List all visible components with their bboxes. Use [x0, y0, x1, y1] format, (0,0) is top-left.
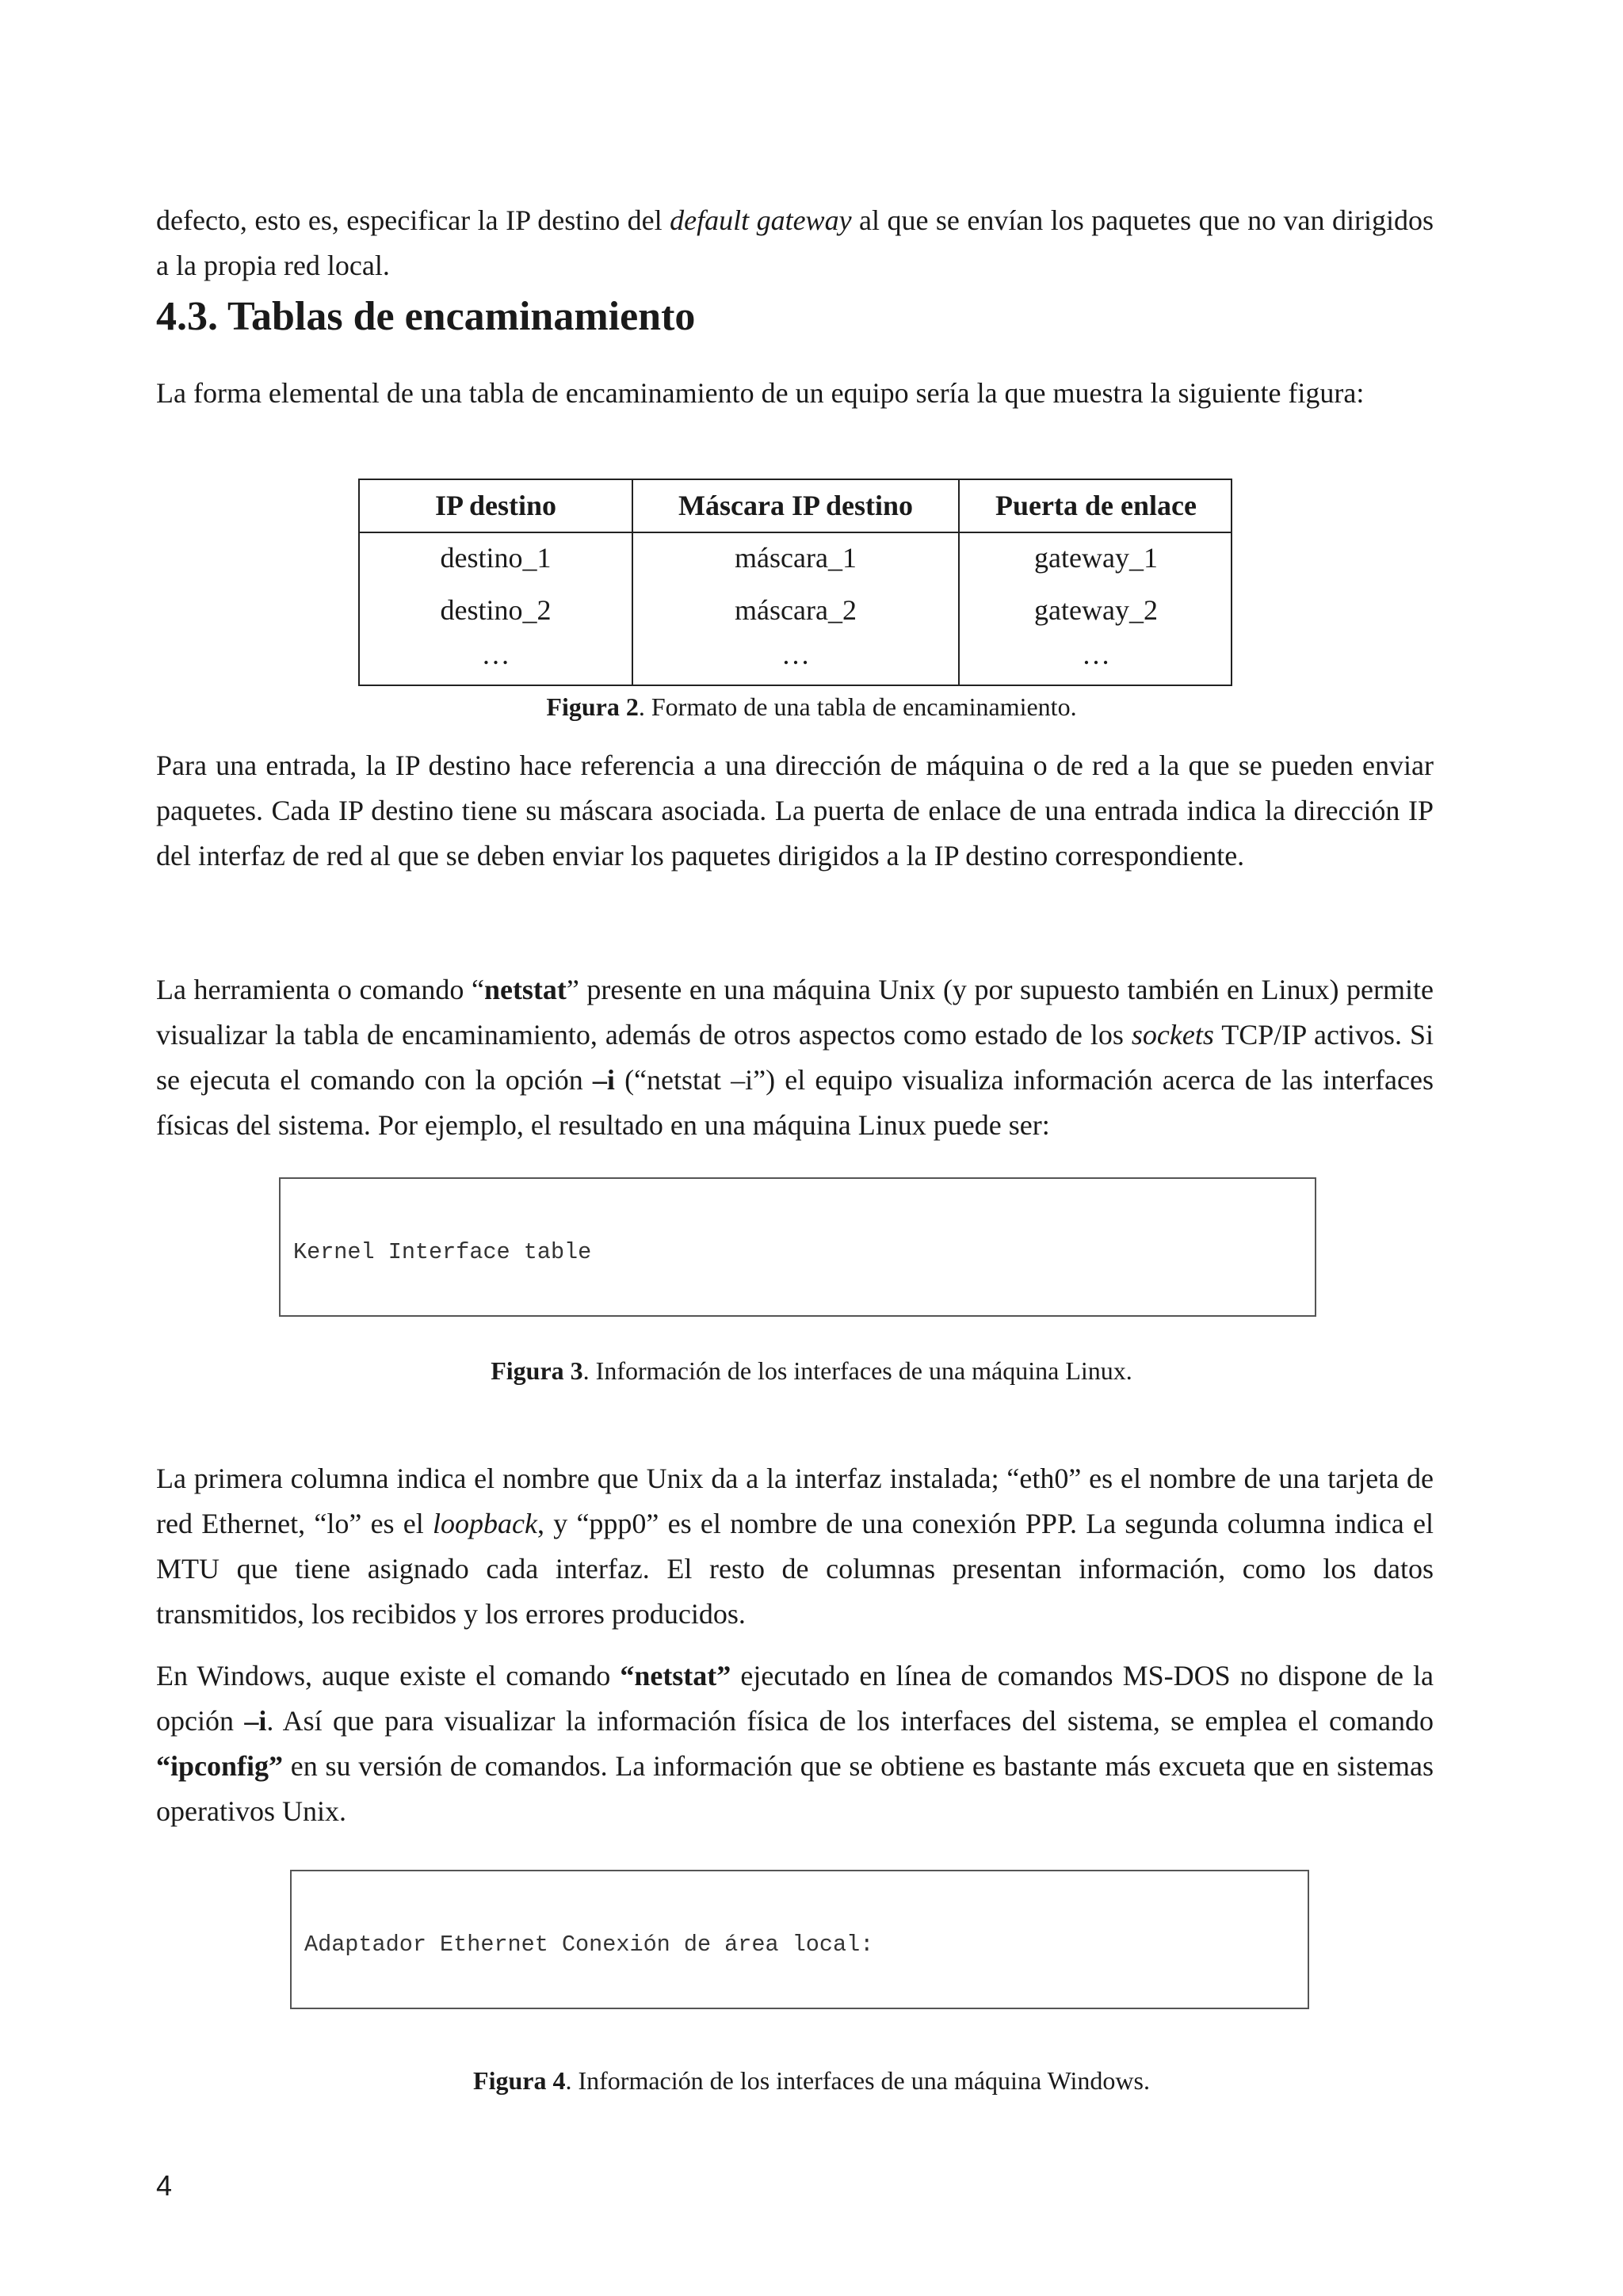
table-header-mascara: Máscara IP destino	[678, 490, 913, 521]
table-cell: máscara_2	[735, 594, 857, 626]
windows-text-1: En Windows, auque existe el comando	[156, 1660, 621, 1691]
table-cell: máscara_1	[735, 542, 857, 574]
figure-4-caption	[0, 2065, 1623, 2096]
intro-text-2: al que se envían los paquetes que no van dirigidos a la propia red local.	[156, 204, 1434, 281]
table-cell: destino_1	[440, 542, 552, 574]
netstat-text-4: (“netstat –i”) el equipo visualiza información acerca de las interfaces físicas del sistema. Por ejemplo, el resultado en una máquina Linux puede ser:	[156, 1064, 1434, 1141]
paragraph-windows	[156, 1653, 1434, 1834]
intro-text-1: defecto, esto es, especificar la IP destino del	[156, 204, 670, 236]
windows-text-2: ejecutado en línea de comandos MS-DOS no dispone de la opción	[156, 1660, 1434, 1737]
table-header-ip-destino: IP destino	[434, 490, 557, 521]
table-header-puerta-enlace: Puerta de enlace	[995, 490, 1197, 521]
figure-2-caption	[0, 691, 1623, 723]
table-header-divider	[360, 532, 1231, 533]
figure-3-label: Figura 3	[491, 1356, 583, 1385]
code-line: Kernel Interface table	[293, 1239, 592, 1265]
table-cell: …	[1082, 639, 1110, 670]
netstat-text-1: La herramienta o comando “	[156, 974, 484, 1005]
table-cell: …	[781, 639, 810, 670]
figure-2-text: . Formato de una tabla de encaminamiento.	[638, 692, 1077, 721]
routing-table	[358, 479, 1232, 686]
netstat-italic-sockets: sockets	[1131, 1019, 1214, 1051]
netstat-bold-option: –i	[592, 1064, 615, 1096]
columna-text-1: La primera columna indica el nombre que Unix da a la interfaz instalada; “eth0” es el nombre de una tarjeta de red Ethernet, “lo” es el	[156, 1463, 1434, 1539]
figure-3-text: . Información de los interfaces de una máquina Linux.	[582, 1356, 1132, 1385]
netstat-text-3: TCP/IP activos. Si se ejecuta el comando con la opción	[156, 1019, 1434, 1096]
windows-bold-option: –i	[244, 1705, 267, 1737]
paragraph-netstat	[156, 967, 1434, 1148]
section-heading: 4.3. Tablas de encaminamiento	[156, 294, 696, 339]
paragraph-entrada: Para una entrada, la IP destino hace referencia a una dirección de máquina o de red a la que se pueden enviar paquetes. Cada IP destino tiene su máscara asociada. La puerta de enlace de una entrada indica la dirección IP del interfaz de red al que se deben enviar los paquetes dirigidos a la IP destino correspondiente.	[156, 749, 1434, 871]
code-line: Adaptador Ethernet Conexión de área local:	[304, 1932, 874, 1958]
figure-3-caption	[0, 1355, 1623, 1386]
windows-text-3: . Así que para visualizar la información física de los interfaces del sistema, se emplea el comando	[266, 1705, 1434, 1737]
netstat-bold-command: netstat	[483, 974, 567, 1005]
linux-netstat-output	[279, 1177, 1316, 1317]
table-cell: …	[481, 639, 510, 670]
figure-2-label: Figura 2	[546, 692, 639, 721]
figure-4-text: . Información de los interfaces de una máquina Windows.	[565, 2066, 1150, 2095]
table-cell: destino_2	[440, 594, 552, 626]
netstat-text-2: ” presente en una máquina Unix (y por supuesto también en Linux) permite visualizar la tabla de encaminamiento, además de otros aspectos como estado de los	[156, 974, 1434, 1051]
paragraph-forma: La forma elemental de una tabla de encaminamiento de un equipo sería la que muestra la siguiente figura:	[156, 377, 1365, 409]
page-number: 4	[156, 2169, 173, 2202]
windows-bold-netstat: “netstat”	[620, 1660, 731, 1691]
figure-4-label: Figura 4	[473, 2066, 566, 2095]
paragraph-columna	[156, 1456, 1434, 1637]
intro-italic-default-gateway: default gateway	[670, 204, 852, 236]
table-cell: gateway_1	[1034, 542, 1158, 574]
intro-paragraph	[156, 198, 1434, 288]
columna-italic-loopback: loopback	[433, 1508, 537, 1539]
windows-ipconfig-output	[290, 1870, 1309, 2009]
table-cell: gateway_2	[1034, 594, 1158, 626]
windows-text-4: en su versión de comandos. La información que se obtiene es bastante más excueta que en sistemas operativos Unix.	[156, 1750, 1434, 1827]
columna-text-2: , y “ppp0” es el nombre de una conexión PPP. La segunda columna indica el MTU que tiene asignado cada interfaz. El resto de columnas presentan información, como los datos transmitidos, los recibidos y los errores producidos.	[156, 1508, 1434, 1630]
windows-bold-ipconfig: “ipconfig”	[156, 1750, 284, 1782]
